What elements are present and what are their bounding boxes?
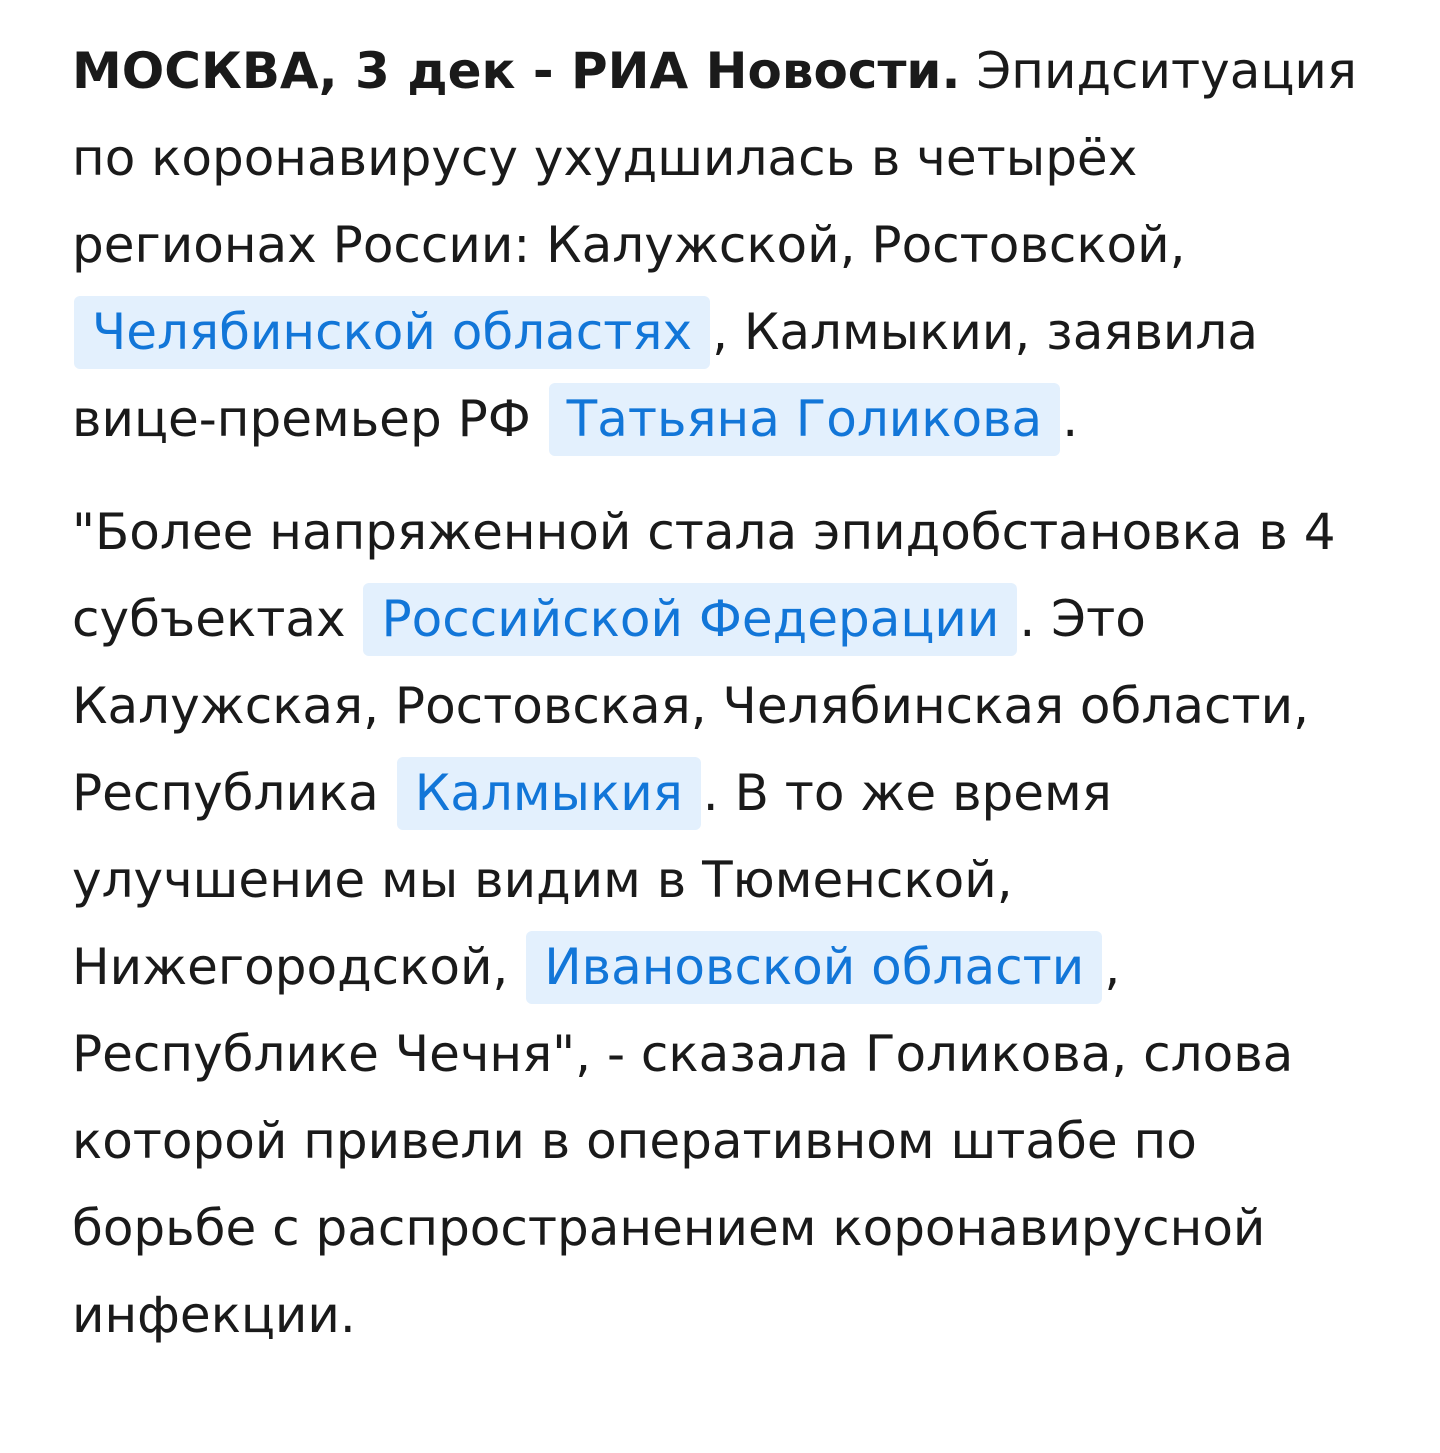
tag-link-chelyabinsk[interactable]: Челябинской областях (74, 296, 710, 369)
tag-link-kalmykia[interactable]: Калмыкия (397, 757, 701, 830)
article-text: "Более напряженной стала эпидобстановка в 4 субъектах (72, 503, 1336, 648)
article-text: . Это Калужская, Ростовская, Челябинская области, Республика (72, 590, 1309, 822)
article-text: . (1062, 390, 1079, 448)
tag-link-ivanovo[interactable]: Ивановской области (526, 931, 1102, 1004)
tag-link-russian-federation[interactable]: Российской Федерации (363, 583, 1017, 656)
article-paragraph-1 (72, 28, 1368, 463)
article-text: , Калмыкии, заявила вице-премьер РФ (72, 303, 1259, 448)
article-paragraph-2 (72, 489, 1368, 1359)
article-text: . В то же время улучшение мы видим в Тюменской, Нижегородской, (72, 764, 1112, 996)
article-text: Эпидситуация по коронавирусу ухудшилась в четырёх регионах России: Калужской, Ростовской, (72, 42, 1357, 274)
article-text: , Республике Чечня", - сказала Голикова, слова которой привели в оперативном штабе по борьбе с распространением коронавирусной инфекции. (72, 938, 1294, 1344)
article-lead: МОСКВА, 3 дек - РИА Новости. (72, 42, 961, 100)
tag-link-golikova[interactable]: Татьяна Голикова (549, 383, 1061, 456)
